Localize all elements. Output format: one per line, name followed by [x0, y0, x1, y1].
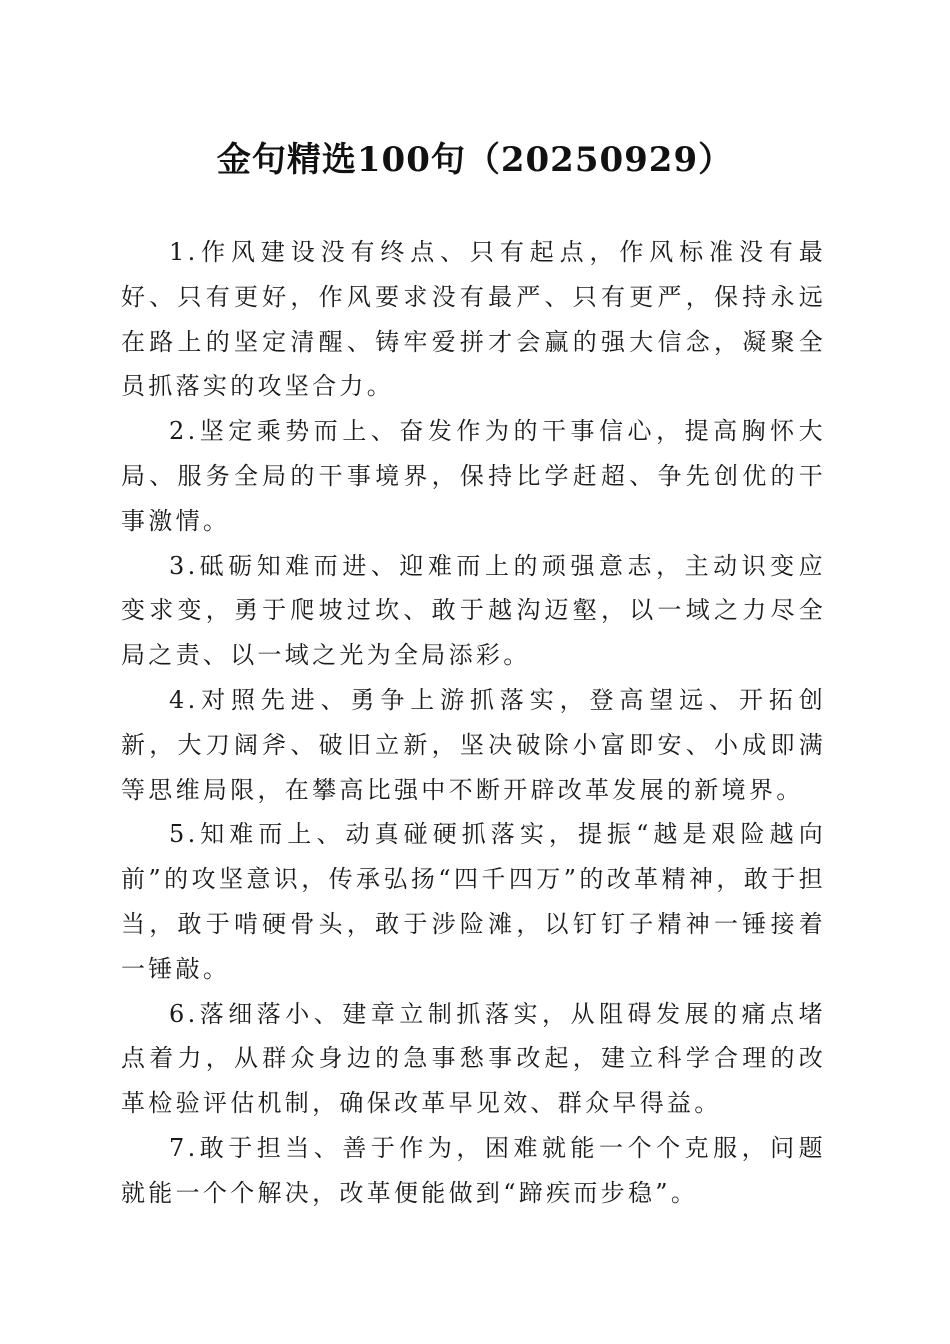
paragraph-1: 1.作风建设没有终点、只有起点，作风标准没有最好、只有更好，作风要求没有最严、只有更严，保持永远在路上的坚定清醒、铸牢爱拼才会赢的强大信念，凝聚全员抓落实的攻坚合力。	[121, 238, 826, 401]
paragraph-5: 5.知难而上、动真碰硬抓落实，提振“越是艰险越向前”的攻坚意识，传承弘扬“四千四万”的改革精神，敢于担当，敢于啃硬骨头，敢于涉险滩，以钉钉子精神一锤接着一锤敲。	[121, 820, 826, 983]
document-title: 金句精选100句（20250929）	[216, 140, 734, 180]
paragraph-7: 7.敢于担当、善于作为，困难就能一个个克服，问题就能一个个解决，改革便能做到“蹄疾而步稳”。	[121, 1133, 826, 1207]
paragraph-2: 2.坚定乘势而上、奋发作为的干事信心，提高胸怀大局、服务全局的干事境界，保持比学赶超、争先创优的干事激情。	[121, 417, 826, 535]
paragraph-4: 4.对照先进、勇争上游抓落实，登高望远、开拓创新，大刀阔斧、破旧立新，坚决破除小富即安、小成即满等思维局限，在攀高比强中不断开辟改革发展的新境界。	[121, 685, 826, 804]
paragraph-6: 6.落细落小、建章立制抓落实，从阻碍发展的痛点堵点着力，从群众身边的急事愁事改起，建立科学合理的改革检验评估机制，确保改革早见效、群众早得益。	[121, 999, 826, 1118]
document-body	[121, 230, 826, 1216]
paragraph-3: 3.砥砺知难而进、迎难而上的顽强意志，主动识变应变求变，勇于爬坡过坎、敢于越沟迈壑，以一域之力尽全局之责、以一域之光为全局添彩。	[121, 551, 826, 670]
